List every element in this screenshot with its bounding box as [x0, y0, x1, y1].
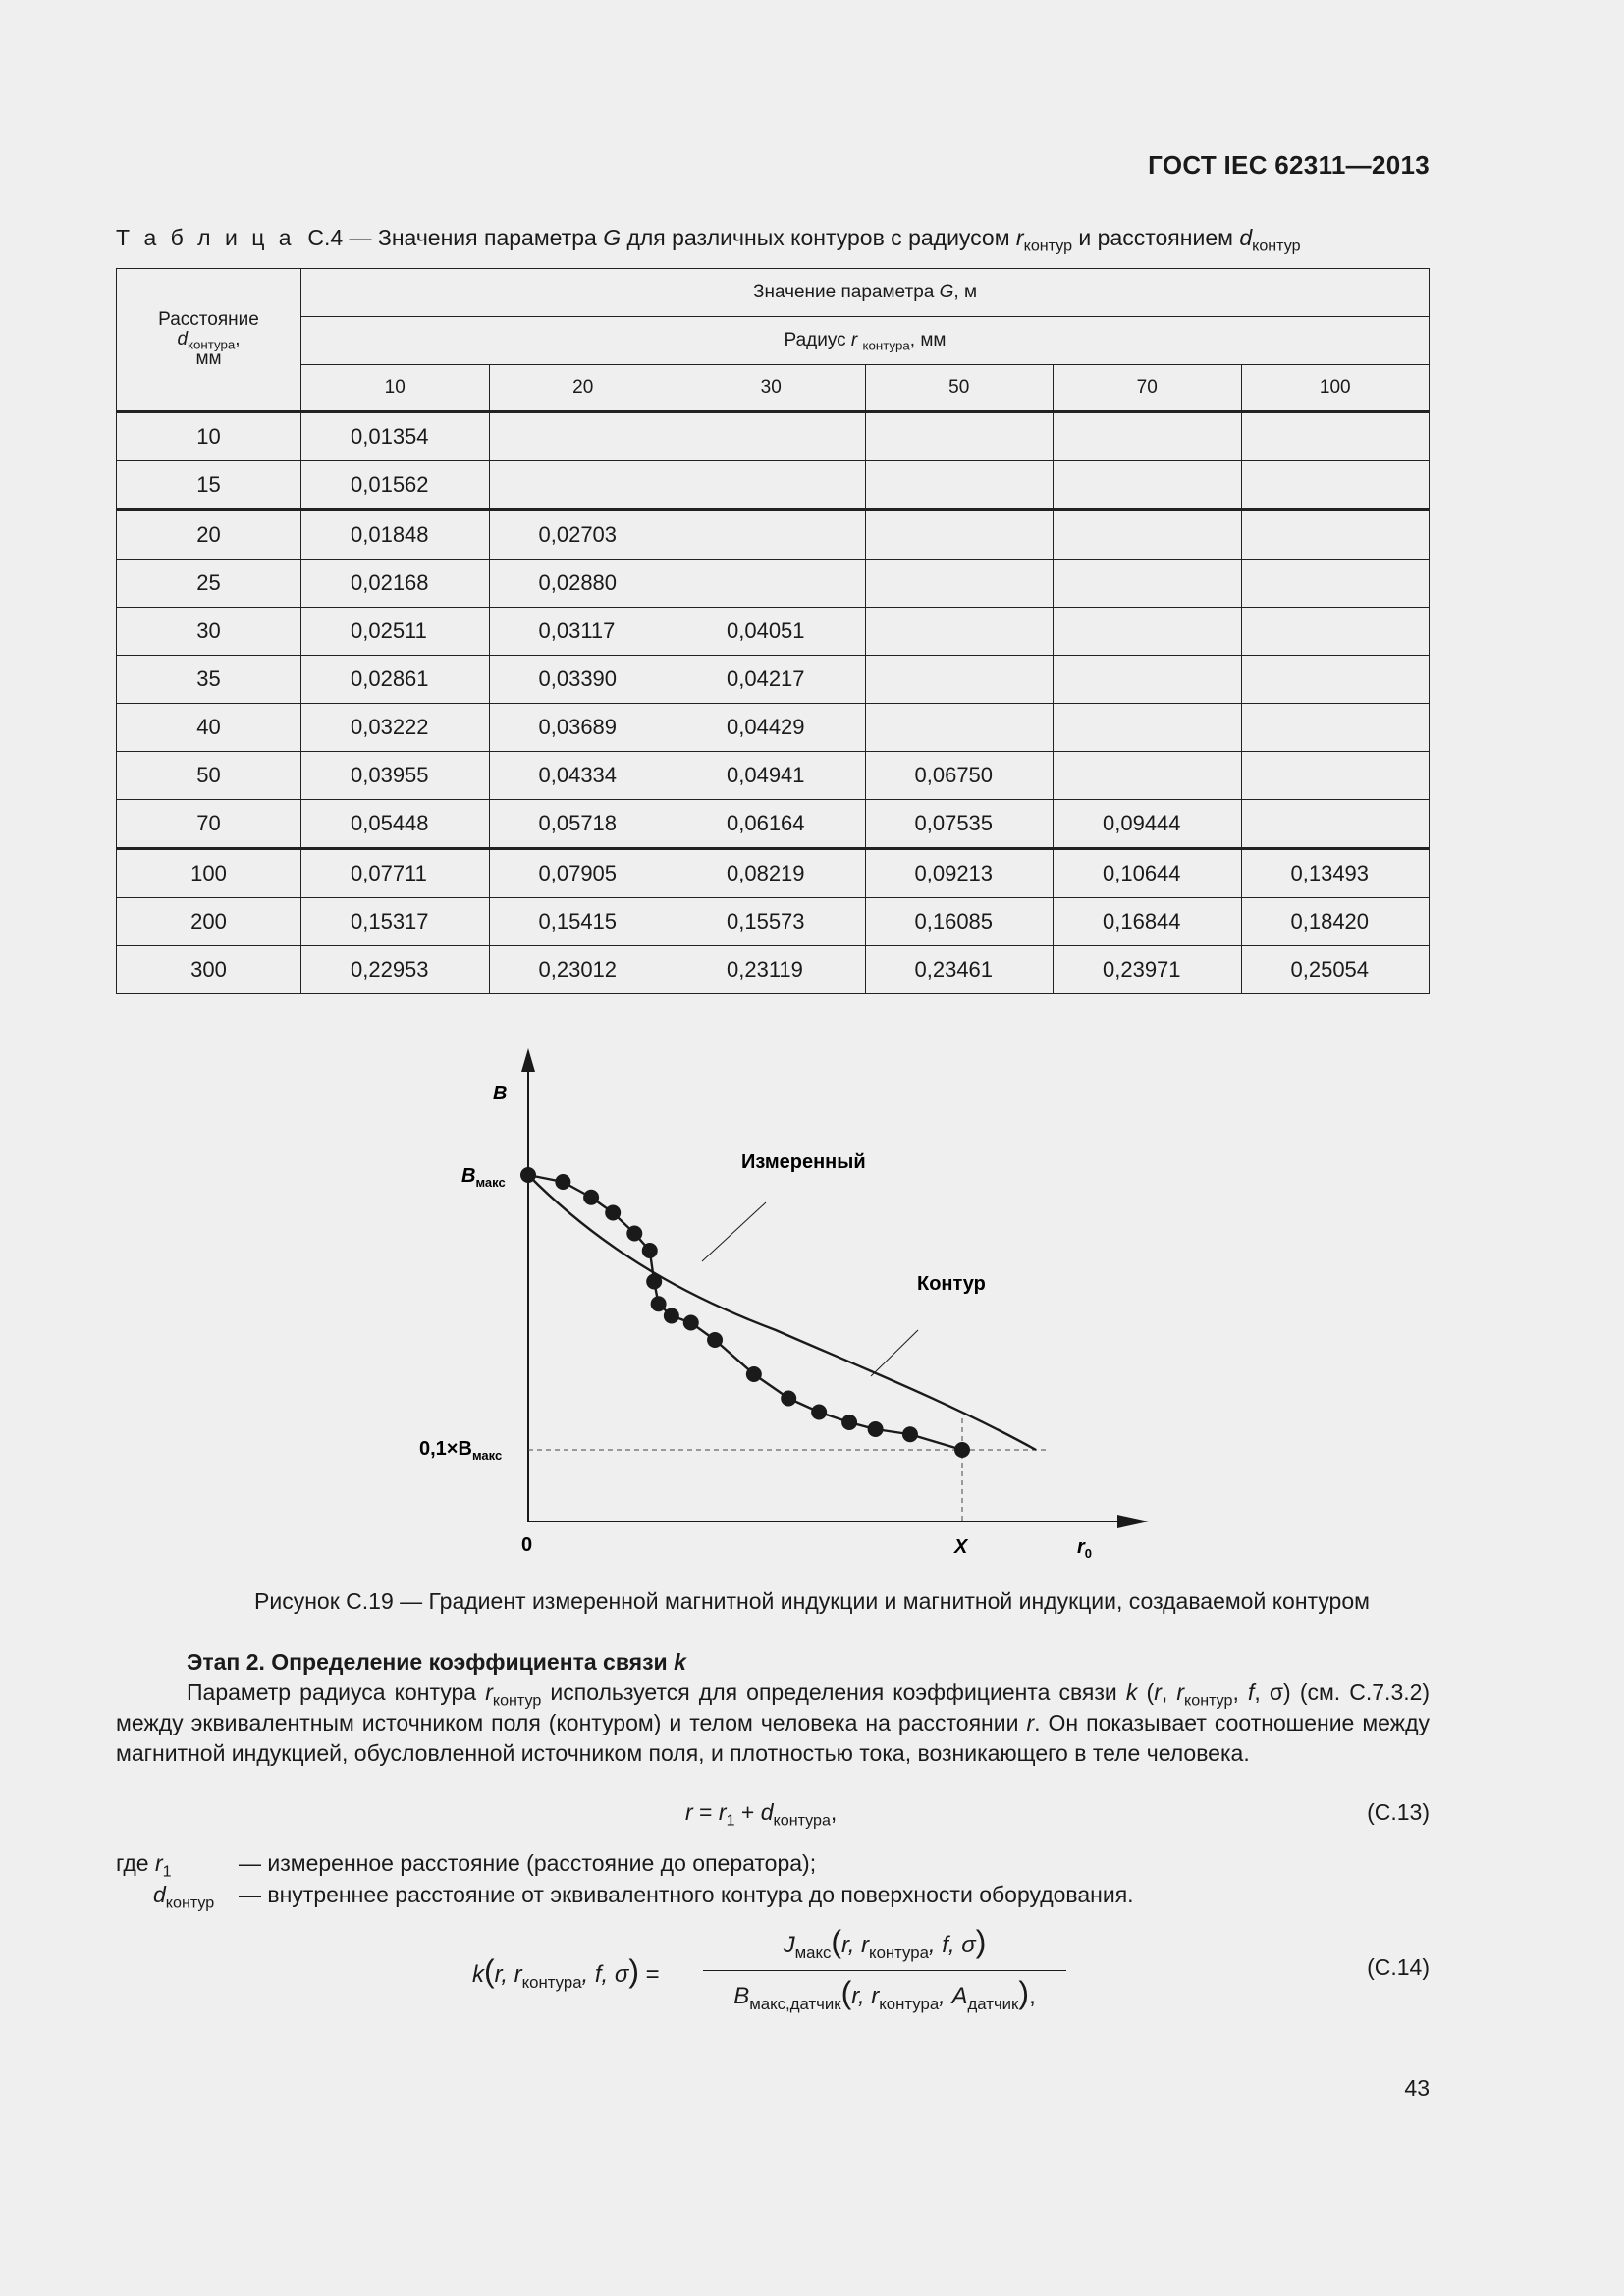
g-value-cell: 0,07711 [301, 849, 490, 898]
bmax-label: $B_{макс}$ [461, 1165, 506, 1190]
measured-point [746, 1366, 762, 1382]
measured-point [646, 1274, 662, 1290]
g-value-cell [1054, 704, 1242, 752]
g-value-cell [1241, 704, 1430, 752]
g-value-cell [489, 412, 677, 461]
g-value-cell: 0,06750 [865, 752, 1054, 800]
page-number: 43 [1404, 2075, 1430, 2101]
g-value-cell: 0,23971 [1054, 946, 1242, 994]
origin-label: 0 [521, 1534, 533, 1556]
g-value-cell [865, 608, 1054, 656]
where-d: $d_{контур}$ [153, 1882, 215, 1912]
g-value-cell: 0,01848 [301, 510, 490, 560]
g-value-cell [677, 560, 866, 608]
g-value-cell [677, 461, 866, 510]
equation-c14-numerator: $J_{макс}(r$, $r_{контура}$, f, σ) [783, 1924, 987, 1962]
x-axis-arrow-icon [1117, 1515, 1149, 1528]
g-value-cell [677, 510, 866, 560]
document-id: ГОСТ IEC 62311—2013 [1148, 150, 1430, 180]
table-row [117, 510, 1430, 560]
distance-cell: 35 [117, 656, 301, 704]
g-value-cell [865, 704, 1054, 752]
g-value-cell [489, 461, 677, 510]
paragraph-coupling: Параметр радиуса контура $r_{контур}$ используется для определения коэффициента связи k (r, $r_{контур}$, f, σ) (см. С.7.3.2) между эквивалентным источником поля (контуром) и телом человека на расстоянии r. Он показывает соотношение между магнитной индукцией, обусловленной источником поля, и плотностью тока, возникающего в теле человека. [116, 1680, 1431, 1766]
g-value-cell: 0,16085 [865, 898, 1054, 946]
equation-c14-fraction-bar [703, 1970, 1066, 1971]
where-r1-desc: — измеренное расстояние (расстояние до оператора); [239, 1850, 817, 1876]
radius-column-header: 50 [865, 365, 1054, 412]
g-value-cell [1241, 510, 1430, 560]
where-d-desc: — внутреннее расстояние от эквивалентного контура до поверхности оборудования. [239, 1882, 1134, 1907]
radius-column-header: 10 [301, 365, 490, 412]
g-value-cell: 0,03955 [301, 752, 490, 800]
g-value-cell [677, 412, 866, 461]
g-value-cell: 0,15317 [301, 898, 490, 946]
equation-c13: $r = r_1 + d_{контура}$, [685, 1799, 838, 1830]
measured-point [626, 1226, 642, 1242]
measured-label: Измеренный [741, 1151, 866, 1173]
distance-cell: 30 [117, 608, 301, 656]
table-row [117, 608, 1430, 656]
equation-c14-lhs: k(r, $r_{контура}$, f, σ) = [472, 1953, 660, 1992]
contour-label: Контур [917, 1273, 986, 1295]
g-value-cell [1241, 560, 1430, 608]
table-row [117, 412, 1430, 461]
g-value-cell [1241, 608, 1430, 656]
g-value-cell: 0,02168 [301, 560, 490, 608]
g-value-cell: 0,23461 [865, 946, 1054, 994]
x-axis-label: $r_0$ [1077, 1536, 1093, 1561]
figure-caption: Рисунок С.19 — Градиент измеренной магнитной индукции и магнитной индукции, создаваемой контуром [254, 1588, 1370, 1614]
g-value-cell: 0,03390 [489, 656, 677, 704]
radius-column-header: 70 [1054, 365, 1242, 412]
measured-point [841, 1415, 857, 1430]
g-value-cell: 0,02880 [489, 560, 677, 608]
measured-point [642, 1243, 658, 1258]
g-value-cell: 0,13493 [1241, 849, 1430, 898]
measured-point [651, 1296, 667, 1311]
table-row [117, 461, 1430, 510]
contour-leader [871, 1330, 918, 1376]
g-value-cell: 0,10644 [1054, 849, 1242, 898]
g-value-cell: 0,16844 [1054, 898, 1242, 946]
distance-cell: 300 [117, 946, 301, 994]
measured-point [811, 1405, 827, 1420]
distance-cell: 40 [117, 704, 301, 752]
measured-point [583, 1190, 599, 1205]
g-value-cell: 0,03689 [489, 704, 677, 752]
table-row [117, 656, 1430, 704]
measured-point [520, 1167, 536, 1183]
table-row [117, 898, 1430, 946]
g-value-cell: 0,02703 [489, 510, 677, 560]
distance-cell: 25 [117, 560, 301, 608]
y-axis-arrow-icon [521, 1048, 535, 1072]
table-row [117, 560, 1430, 608]
distance-cell: 200 [117, 898, 301, 946]
g-value-cell [1054, 752, 1242, 800]
equation-c14-denominator: $B_{макс,датчик}(r$, $r_{контура}$, $A_{датчик}$), [733, 1975, 1036, 2013]
radius-column-header: 20 [489, 365, 677, 412]
measured-point [664, 1308, 679, 1324]
measured-point [707, 1332, 723, 1348]
equation-c14-number: (С.14) [1367, 1954, 1430, 1980]
table-caption: Т а б л и ц а С.4 — Значения параметра G для различных контуров с радиусом $r_{контур}$ и расстоянием $d_{контур}$ [116, 225, 1301, 255]
g-value-cell [1241, 461, 1430, 510]
g-value-cell [1054, 608, 1242, 656]
g-value-cell: 0,04941 [677, 752, 866, 800]
g-value-cell: 0,01354 [301, 412, 490, 461]
g-value-cell [1054, 656, 1242, 704]
measured-point [868, 1421, 884, 1437]
g-value-cell [1054, 510, 1242, 560]
table-row [117, 704, 1430, 752]
table-row [117, 946, 1430, 994]
measured-curve [528, 1175, 962, 1450]
g-value-cell [1241, 412, 1430, 461]
step-heading: Этап 2. Определение коэффициента связи k [187, 1649, 686, 1675]
g-value-cell: 0,22953 [301, 946, 490, 994]
g-value-cell: 0,04334 [489, 752, 677, 800]
g-value-cell: 0,01562 [301, 461, 490, 510]
g-value-cell [865, 656, 1054, 704]
g-value-cell [1054, 461, 1242, 510]
g-value-cell: 0,15573 [677, 898, 866, 946]
g-value-cell: 0,23119 [677, 946, 866, 994]
distance-cell: 70 [117, 800, 301, 849]
radius-column-header: 100 [1241, 365, 1430, 412]
g-value-cell: 0,18420 [1241, 898, 1430, 946]
g-value-cell [1054, 560, 1242, 608]
contour-curve [528, 1175, 1036, 1450]
measured-leader [702, 1202, 766, 1261]
g-value-header: Значение параметра G, м [301, 269, 1430, 317]
g-value-cell: 0,08219 [677, 849, 866, 898]
g-value-cell: 0,05448 [301, 800, 490, 849]
g-value-cell [1241, 752, 1430, 800]
tenth-bmax-label: $0,1\times B_{макс}$ [419, 1438, 503, 1463]
equation-c13-number: (С.13) [1367, 1799, 1430, 1825]
distance-cell: 100 [117, 849, 301, 898]
g-value-cell: 0,23012 [489, 946, 677, 994]
g-value-cell: 0,03117 [489, 608, 677, 656]
g-value-cell [865, 461, 1054, 510]
g-value-cell: 0,05718 [489, 800, 677, 849]
measured-point [902, 1426, 918, 1442]
table-row [117, 800, 1430, 849]
g-value-cell: 0,15415 [489, 898, 677, 946]
y-axis-label: B [493, 1083, 508, 1104]
g-value-cell: 0,04217 [677, 656, 866, 704]
measured-point [605, 1205, 621, 1221]
g-value-cell: 0,04051 [677, 608, 866, 656]
parameter-g-table [116, 268, 1430, 994]
g-value-cell: 0,07905 [489, 849, 677, 898]
g-value-cell: 0,09213 [865, 849, 1054, 898]
g-value-cell: 0,09444 [1054, 800, 1242, 849]
measured-point [683, 1315, 699, 1331]
measured-point [954, 1442, 970, 1458]
radius-header: Радиус r $_{контура}$, мм [301, 317, 1430, 365]
g-value-cell [1241, 800, 1430, 849]
g-value-cell [865, 412, 1054, 461]
induction-gradient-figure [393, 1041, 1159, 1571]
g-value-cell: 0,04429 [677, 704, 866, 752]
distance-cell: 10 [117, 412, 301, 461]
g-value-cell: 0,03222 [301, 704, 490, 752]
x-marker-label: X [954, 1536, 968, 1558]
where-r1: где $r_1$ [116, 1850, 172, 1881]
table-caption-prefix: Т а б л и ц а [116, 225, 296, 250]
g-value-cell [865, 560, 1054, 608]
distance-cell: 50 [117, 752, 301, 800]
radius-column-header: 30 [677, 365, 866, 412]
table-row [117, 752, 1430, 800]
measured-point [781, 1391, 796, 1407]
g-value-cell: 0,02861 [301, 656, 490, 704]
g-value-cell: 0,25054 [1241, 946, 1430, 994]
g-value-cell [865, 510, 1054, 560]
g-value-cell [1054, 412, 1242, 461]
distance-header: Расстояние $d_{контура}$, мм [117, 269, 301, 412]
g-value-cell: 0,06164 [677, 800, 866, 849]
distance-cell: 15 [117, 461, 301, 510]
g-value-cell [1241, 656, 1430, 704]
measured-point [555, 1174, 570, 1190]
g-value-cell: 0,07535 [865, 800, 1054, 849]
g-value-cell: 0,02511 [301, 608, 490, 656]
table-row [117, 849, 1430, 898]
distance-cell: 20 [117, 510, 301, 560]
